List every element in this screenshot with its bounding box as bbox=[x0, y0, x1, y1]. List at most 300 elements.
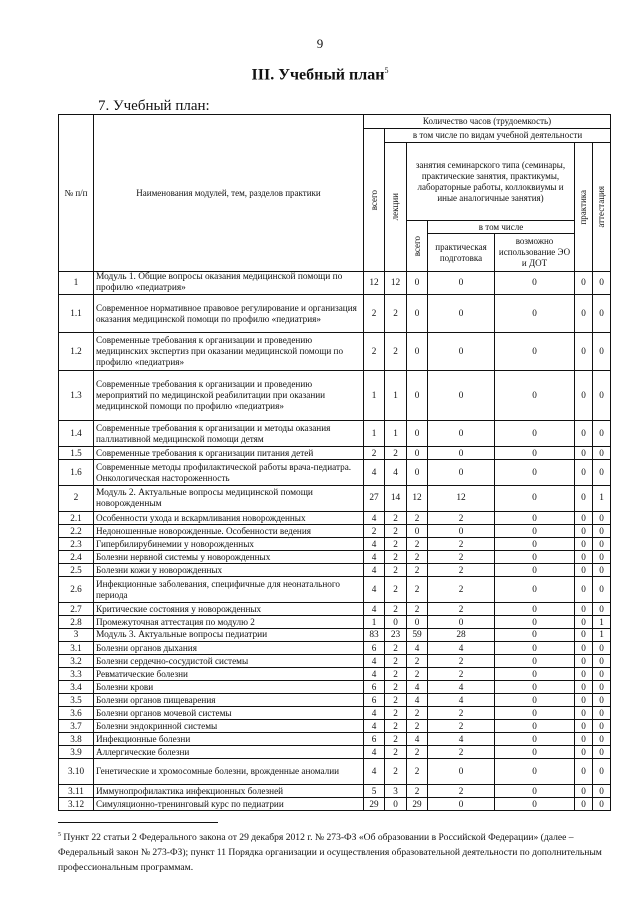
cell-practical-training: 2 bbox=[428, 655, 495, 668]
table-row bbox=[59, 681, 611, 694]
cell-eo-dot: 0 bbox=[495, 668, 575, 681]
footnote-text: Пункт 22 статьи 2 Федерального закона от 29 декабря 2012 г. № 273-ФЗ «Об образовании в Российской Федерации» (далее – Федеральный закон № 273-ФЗ); пункт 11 Порядка организации и осуществления образовательной деятельности по дополнительным профессиональным программам. bbox=[58, 832, 602, 874]
cell-practice: 0 bbox=[575, 733, 593, 746]
cell-attestation: 0 bbox=[593, 295, 611, 333]
cell-eo-dot: 0 bbox=[495, 629, 575, 642]
cell-seminar-total: 4 bbox=[407, 694, 428, 707]
cell-eo-dot: 0 bbox=[495, 551, 575, 564]
cell-total: 6 bbox=[364, 694, 385, 707]
row-number: 2.8 bbox=[59, 616, 94, 629]
cell-total: 2 bbox=[364, 447, 385, 460]
cell-lectures: 1 bbox=[385, 371, 407, 421]
cell-practice: 0 bbox=[575, 564, 593, 577]
row-number: 3.4 bbox=[59, 681, 94, 694]
cell-eo-dot: 0 bbox=[495, 707, 575, 720]
cell-seminar-total: 2 bbox=[407, 746, 428, 759]
cell-total: 83 bbox=[364, 629, 385, 642]
row-name: Болезни эндокринной системы bbox=[94, 720, 364, 733]
table-row bbox=[59, 421, 611, 447]
cell-eo-dot: 0 bbox=[495, 798, 575, 811]
cell-seminar-total: 2 bbox=[407, 759, 428, 785]
cell-attestation: 0 bbox=[593, 707, 611, 720]
cell-practical-training: 12 bbox=[428, 486, 495, 512]
cell-lectures: 2 bbox=[385, 564, 407, 577]
cell-lectures: 2 bbox=[385, 512, 407, 525]
row-name: Современные требования к организации и проведению мероприятий по медицинской реабилитации при оказании медицинской помощи по профилю «педиатрия» bbox=[94, 371, 364, 421]
footnote-marker: 5 bbox=[58, 832, 61, 838]
row-name: Современные требования к организации питания детей bbox=[94, 447, 364, 460]
cell-eo-dot: 0 bbox=[495, 564, 575, 577]
cell-total: 27 bbox=[364, 486, 385, 512]
cell-lectures: 2 bbox=[385, 333, 407, 371]
header-practice bbox=[575, 143, 593, 272]
table-row bbox=[59, 512, 611, 525]
cell-seminar-total: 4 bbox=[407, 642, 428, 655]
cell-practice: 0 bbox=[575, 421, 593, 447]
cell-lectures: 2 bbox=[385, 720, 407, 733]
cell-seminar-total: 2 bbox=[407, 720, 428, 733]
row-number: 2.3 bbox=[59, 538, 94, 551]
cell-lectures: 0 bbox=[385, 798, 407, 811]
row-number: 3.9 bbox=[59, 746, 94, 759]
cell-seminar-total: 0 bbox=[407, 295, 428, 333]
cell-eo-dot: 0 bbox=[495, 746, 575, 759]
row-number: 1.3 bbox=[59, 371, 94, 421]
cell-seminar-total: 0 bbox=[407, 616, 428, 629]
cell-attestation: 0 bbox=[593, 655, 611, 668]
cell-lectures: 2 bbox=[385, 447, 407, 460]
cell-practice: 0 bbox=[575, 486, 593, 512]
cell-total: 4 bbox=[364, 538, 385, 551]
header-lectures-text: лекции bbox=[390, 193, 400, 221]
row-number: 3.5 bbox=[59, 694, 94, 707]
cell-attestation: 0 bbox=[593, 512, 611, 525]
row-number: 3.12 bbox=[59, 798, 94, 811]
module-row bbox=[59, 486, 611, 512]
table-row bbox=[59, 746, 611, 759]
cell-practice: 0 bbox=[575, 681, 593, 694]
cell-practical-training: 2 bbox=[428, 538, 495, 551]
cell-total: 2 bbox=[364, 295, 385, 333]
cell-total: 5 bbox=[364, 785, 385, 798]
header-hours: Количество часов (трудоемкость) bbox=[364, 115, 611, 129]
cell-practice: 0 bbox=[575, 785, 593, 798]
cell-eo-dot: 0 bbox=[495, 371, 575, 421]
row-number: 2 bbox=[59, 486, 94, 512]
cell-lectures: 2 bbox=[385, 577, 407, 603]
cell-attestation: 0 bbox=[593, 681, 611, 694]
cell-practice: 0 bbox=[575, 333, 593, 371]
cell-eo-dot: 0 bbox=[495, 785, 575, 798]
cell-seminar-total: 2 bbox=[407, 603, 428, 616]
table-row bbox=[59, 371, 611, 421]
cell-lectures: 14 bbox=[385, 486, 407, 512]
cell-practice: 0 bbox=[575, 272, 593, 295]
cell-practice: 0 bbox=[575, 603, 593, 616]
cell-lectures: 0 bbox=[385, 616, 407, 629]
header-sem-total-text: всего bbox=[411, 235, 422, 257]
cell-total: 1 bbox=[364, 421, 385, 447]
header-attestation bbox=[593, 143, 611, 272]
row-name: Ревматические болезни bbox=[94, 668, 364, 681]
cell-total: 4 bbox=[364, 460, 385, 486]
cell-attestation: 0 bbox=[593, 333, 611, 371]
cell-lectures: 2 bbox=[385, 525, 407, 538]
cell-practical-training: 4 bbox=[428, 733, 495, 746]
cell-seminar-total: 4 bbox=[407, 681, 428, 694]
row-name: Болезни органов мочевой системы bbox=[94, 707, 364, 720]
header-practice-text: практика bbox=[578, 189, 588, 225]
cell-seminar-total: 0 bbox=[407, 447, 428, 460]
cell-practical-training: 4 bbox=[428, 642, 495, 655]
cell-seminar-total: 0 bbox=[407, 333, 428, 371]
cell-total: 4 bbox=[364, 668, 385, 681]
row-number: 2.2 bbox=[59, 525, 94, 538]
row-number: 2.7 bbox=[59, 603, 94, 616]
cell-seminar-total: 59 bbox=[407, 629, 428, 642]
cell-seminar-total: 2 bbox=[407, 551, 428, 564]
cell-attestation: 0 bbox=[593, 759, 611, 785]
cell-total: 4 bbox=[364, 720, 385, 733]
cell-total: 4 bbox=[364, 759, 385, 785]
header-by-activity: в том числе по видам учебной деятельности bbox=[385, 129, 611, 143]
cell-attestation: 1 bbox=[593, 486, 611, 512]
cell-lectures: 2 bbox=[385, 681, 407, 694]
cell-practice: 0 bbox=[575, 629, 593, 642]
row-name: Болезни крови bbox=[94, 681, 364, 694]
row-number: 3 bbox=[59, 629, 94, 642]
cell-practice: 0 bbox=[575, 720, 593, 733]
cell-practice: 0 bbox=[575, 707, 593, 720]
table-row bbox=[59, 447, 611, 460]
cell-lectures: 2 bbox=[385, 603, 407, 616]
row-number: 3.7 bbox=[59, 720, 94, 733]
table-row bbox=[59, 798, 611, 811]
cell-total: 1 bbox=[364, 616, 385, 629]
cell-practical-training: 0 bbox=[428, 272, 495, 295]
cell-practical-training: 0 bbox=[428, 616, 495, 629]
cell-practice: 0 bbox=[575, 694, 593, 707]
cell-eo-dot: 0 bbox=[495, 759, 575, 785]
cell-lectures: 1 bbox=[385, 421, 407, 447]
module-row bbox=[59, 272, 611, 295]
cell-attestation: 0 bbox=[593, 447, 611, 460]
row-name: Промежуточная аттестация по модулю 2 bbox=[94, 616, 364, 629]
cell-practical-training: 2 bbox=[428, 746, 495, 759]
row-name: Модуль 1. Общие вопросы оказания медицинской помощи по профилю «педиатрия» bbox=[94, 272, 364, 295]
row-number: 1.5 bbox=[59, 447, 94, 460]
cell-total: 6 bbox=[364, 642, 385, 655]
cell-practical-training: 0 bbox=[428, 421, 495, 447]
cell-seminar-total: 29 bbox=[407, 798, 428, 811]
table-row bbox=[59, 333, 611, 371]
cell-total: 29 bbox=[364, 798, 385, 811]
cell-total: 2 bbox=[364, 333, 385, 371]
cell-seminar-total: 2 bbox=[407, 564, 428, 577]
cell-seminar-total: 2 bbox=[407, 668, 428, 681]
cell-seminar-total: 12 bbox=[407, 486, 428, 512]
table-row bbox=[59, 707, 611, 720]
row-name: Современные требования к организации и методы оказания паллиативной медицинской помощи детям bbox=[94, 421, 364, 447]
row-name: Критические состояния у новорожденных bbox=[94, 603, 364, 616]
cell-attestation: 0 bbox=[593, 564, 611, 577]
cell-eo-dot: 0 bbox=[495, 616, 575, 629]
row-name: Инфекционные заболевания, специфичные для неонатального периода bbox=[94, 577, 364, 603]
header-practical-training: практическая подготовка bbox=[428, 234, 495, 272]
cell-lectures: 2 bbox=[385, 551, 407, 564]
table-row bbox=[59, 525, 611, 538]
cell-practical-training: 2 bbox=[428, 577, 495, 603]
cell-lectures: 2 bbox=[385, 538, 407, 551]
header-eo-dot: возможно использование ЭО и ДОТ bbox=[495, 234, 575, 272]
section-title-text: III. Учебный план bbox=[251, 66, 385, 84]
cell-eo-dot: 0 bbox=[495, 720, 575, 733]
header-seminar: занятия семинарского типа (семинары, практические занятия, практикумы, лабораторные работы, коллоквиумы и иные аналогичные занятия) bbox=[407, 143, 575, 221]
row-number: 1.6 bbox=[59, 460, 94, 486]
cell-eo-dot: 0 bbox=[495, 538, 575, 551]
cell-eo-dot: 0 bbox=[495, 460, 575, 486]
cell-eo-dot: 0 bbox=[495, 733, 575, 746]
table-row bbox=[59, 551, 611, 564]
cell-attestation: 0 bbox=[593, 371, 611, 421]
cell-practical-training: 2 bbox=[428, 512, 495, 525]
cell-lectures: 2 bbox=[385, 642, 407, 655]
cell-practice: 0 bbox=[575, 295, 593, 333]
footnote bbox=[58, 828, 614, 875]
cell-seminar-total: 0 bbox=[407, 272, 428, 295]
cell-practice: 0 bbox=[575, 759, 593, 785]
table-row bbox=[59, 616, 611, 629]
cell-attestation: 0 bbox=[593, 720, 611, 733]
row-number: 1.1 bbox=[59, 295, 94, 333]
header-lectures bbox=[385, 143, 407, 272]
cell-practical-training: 2 bbox=[428, 720, 495, 733]
cell-practical-training: 0 bbox=[428, 798, 495, 811]
cell-eo-dot: 0 bbox=[495, 642, 575, 655]
table-row bbox=[59, 668, 611, 681]
row-number: 2.1 bbox=[59, 512, 94, 525]
cell-lectures: 2 bbox=[385, 694, 407, 707]
row-number: 3.8 bbox=[59, 733, 94, 746]
row-name: Гипербилирубинемии у новорожденных bbox=[94, 538, 364, 551]
row-name: Симуляционно-тренинговый курс по педиатрии bbox=[94, 798, 364, 811]
cell-attestation: 0 bbox=[593, 577, 611, 603]
cell-seminar-total: 4 bbox=[407, 733, 428, 746]
cell-practical-training: 2 bbox=[428, 707, 495, 720]
cell-seminar-total: 2 bbox=[407, 655, 428, 668]
cell-total: 12 bbox=[364, 272, 385, 295]
section-title bbox=[0, 66, 640, 84]
cell-eo-dot: 0 bbox=[495, 295, 575, 333]
row-name: Болезни сердечно-сосудистой системы bbox=[94, 655, 364, 668]
cell-practical-training: 2 bbox=[428, 668, 495, 681]
cell-practical-training: 0 bbox=[428, 759, 495, 785]
cell-total: 2 bbox=[364, 525, 385, 538]
cell-total: 4 bbox=[364, 707, 385, 720]
table-row bbox=[59, 720, 611, 733]
cell-total: 6 bbox=[364, 681, 385, 694]
cell-total: 6 bbox=[364, 733, 385, 746]
cell-total: 4 bbox=[364, 551, 385, 564]
cell-attestation: 0 bbox=[593, 551, 611, 564]
row-number: 1 bbox=[59, 272, 94, 295]
header-num: № п/п bbox=[59, 115, 94, 272]
row-number: 3.1 bbox=[59, 642, 94, 655]
cell-total: 1 bbox=[364, 371, 385, 421]
cell-practical-training: 4 bbox=[428, 694, 495, 707]
cell-attestation: 0 bbox=[593, 421, 611, 447]
cell-seminar-total: 2 bbox=[407, 577, 428, 603]
cell-seminar-total: 2 bbox=[407, 785, 428, 798]
row-name: Болезни кожи у новорожденных bbox=[94, 564, 364, 577]
row-name: Недоношенные новорожденные. Особенности ведения bbox=[94, 525, 364, 538]
subtitle: 7. Учебный план: bbox=[98, 98, 210, 114]
cell-practice: 0 bbox=[575, 798, 593, 811]
row-name: Аллергические болезни bbox=[94, 746, 364, 759]
row-name: Генетические и хромосомные болезни, врожденные аномалии bbox=[94, 759, 364, 785]
cell-lectures: 2 bbox=[385, 759, 407, 785]
cell-practical-training: 0 bbox=[428, 447, 495, 460]
cell-eo-dot: 0 bbox=[495, 694, 575, 707]
cell-practical-training: 0 bbox=[428, 460, 495, 486]
cell-eo-dot: 0 bbox=[495, 655, 575, 668]
cell-practical-training: 2 bbox=[428, 603, 495, 616]
cell-practical-training: 28 bbox=[428, 629, 495, 642]
table-row bbox=[59, 642, 611, 655]
table-row bbox=[59, 538, 611, 551]
cell-lectures: 12 bbox=[385, 272, 407, 295]
cell-attestation: 0 bbox=[593, 798, 611, 811]
header-attestation-text: аттестация bbox=[596, 186, 607, 228]
table-row bbox=[59, 603, 611, 616]
page-number: 9 bbox=[316, 36, 324, 51]
cell-eo-dot: 0 bbox=[495, 603, 575, 616]
row-name: Модуль 2. Актуальные вопросы медицинской помощи новорожденным bbox=[94, 486, 364, 512]
cell-practical-training: 0 bbox=[428, 333, 495, 371]
cell-seminar-total: 0 bbox=[407, 421, 428, 447]
module-row bbox=[59, 629, 611, 642]
cell-practice: 0 bbox=[575, 447, 593, 460]
row-name: Болезни органов дыхания bbox=[94, 642, 364, 655]
cell-lectures: 2 bbox=[385, 295, 407, 333]
cell-seminar-total: 2 bbox=[407, 512, 428, 525]
cell-total: 4 bbox=[364, 746, 385, 759]
cell-seminar-total: 2 bbox=[407, 538, 428, 551]
footnote-divider bbox=[58, 822, 218, 823]
cell-lectures: 23 bbox=[385, 629, 407, 642]
cell-lectures: 2 bbox=[385, 746, 407, 759]
cell-attestation: 0 bbox=[593, 525, 611, 538]
cell-attestation: 0 bbox=[593, 746, 611, 759]
curriculum-table bbox=[58, 114, 611, 811]
cell-practice: 0 bbox=[575, 371, 593, 421]
cell-practice: 0 bbox=[575, 460, 593, 486]
cell-seminar-total: 2 bbox=[407, 707, 428, 720]
cell-lectures: 3 bbox=[385, 785, 407, 798]
table-body bbox=[59, 272, 611, 811]
cell-attestation: 0 bbox=[593, 460, 611, 486]
cell-total: 4 bbox=[364, 564, 385, 577]
cell-total: 4 bbox=[364, 512, 385, 525]
row-number: 2.4 bbox=[59, 551, 94, 564]
cell-attestation: 1 bbox=[593, 629, 611, 642]
table-row bbox=[59, 785, 611, 798]
header-including: в том числе bbox=[428, 221, 575, 234]
cell-practice: 0 bbox=[575, 512, 593, 525]
cell-seminar-total: 0 bbox=[407, 371, 428, 421]
table-row bbox=[59, 460, 611, 486]
table-row bbox=[59, 295, 611, 333]
cell-practice: 0 bbox=[575, 655, 593, 668]
cell-lectures: 2 bbox=[385, 707, 407, 720]
cell-lectures: 4 bbox=[385, 460, 407, 486]
row-name: Иммунопрофилактика инфекционных болезней bbox=[94, 785, 364, 798]
cell-eo-dot: 0 bbox=[495, 512, 575, 525]
header-sem-total bbox=[407, 221, 428, 272]
cell-practice: 0 bbox=[575, 525, 593, 538]
cell-practical-training: 0 bbox=[428, 525, 495, 538]
cell-eo-dot: 0 bbox=[495, 525, 575, 538]
row-number: 3.11 bbox=[59, 785, 94, 798]
cell-practice: 0 bbox=[575, 616, 593, 629]
cell-attestation: 0 bbox=[593, 272, 611, 295]
table-row bbox=[59, 564, 611, 577]
cell-total: 4 bbox=[364, 577, 385, 603]
cell-practical-training: 4 bbox=[428, 681, 495, 694]
cell-eo-dot: 0 bbox=[495, 333, 575, 371]
table-header bbox=[59, 115, 611, 272]
cell-eo-dot: 0 bbox=[495, 447, 575, 460]
row-number: 3.2 bbox=[59, 655, 94, 668]
row-number: 2.6 bbox=[59, 577, 94, 603]
row-number: 1.4 bbox=[59, 421, 94, 447]
row-number: 3.6 bbox=[59, 707, 94, 720]
cell-practice: 0 bbox=[575, 538, 593, 551]
cell-seminar-total: 0 bbox=[407, 460, 428, 486]
cell-seminar-total: 0 bbox=[407, 525, 428, 538]
header-name: Наименования модулей, тем, разделов практики bbox=[94, 115, 364, 272]
cell-lectures: 2 bbox=[385, 655, 407, 668]
table-row bbox=[59, 577, 611, 603]
cell-attestation: 0 bbox=[593, 733, 611, 746]
header-total bbox=[364, 129, 385, 272]
row-name: Болезни нервной системы у новорожденных bbox=[94, 551, 364, 564]
cell-eo-dot: 0 bbox=[495, 681, 575, 694]
row-name: Инфекционные болезни bbox=[94, 733, 364, 746]
cell-practical-training: 0 bbox=[428, 371, 495, 421]
cell-practical-training: 0 bbox=[428, 295, 495, 333]
cell-practical-training: 2 bbox=[428, 551, 495, 564]
cell-lectures: 2 bbox=[385, 733, 407, 746]
row-number: 3.3 bbox=[59, 668, 94, 681]
cell-attestation: 0 bbox=[593, 603, 611, 616]
cell-attestation: 0 bbox=[593, 538, 611, 551]
cell-total: 4 bbox=[364, 655, 385, 668]
table-row bbox=[59, 694, 611, 707]
cell-total: 4 bbox=[364, 603, 385, 616]
cell-practice: 0 bbox=[575, 551, 593, 564]
cell-attestation: 0 bbox=[593, 785, 611, 798]
row-name: Модуль 3. Актуальные вопросы педиатрии bbox=[94, 629, 364, 642]
cell-attestation: 0 bbox=[593, 642, 611, 655]
row-number: 3.10 bbox=[59, 759, 94, 785]
row-name: Современные требования к организации и проведению медицинских экспертиз при оказании медицинской помощи по профилю «педиатрия» bbox=[94, 333, 364, 371]
cell-practical-training: 2 bbox=[428, 785, 495, 798]
cell-attestation: 0 bbox=[593, 668, 611, 681]
cell-eo-dot: 0 bbox=[495, 421, 575, 447]
row-name: Современное нормативное правовое регулирование и организация оказания медицинской помощи по профилю «педиатрия» bbox=[94, 295, 364, 333]
cell-lectures: 2 bbox=[385, 668, 407, 681]
